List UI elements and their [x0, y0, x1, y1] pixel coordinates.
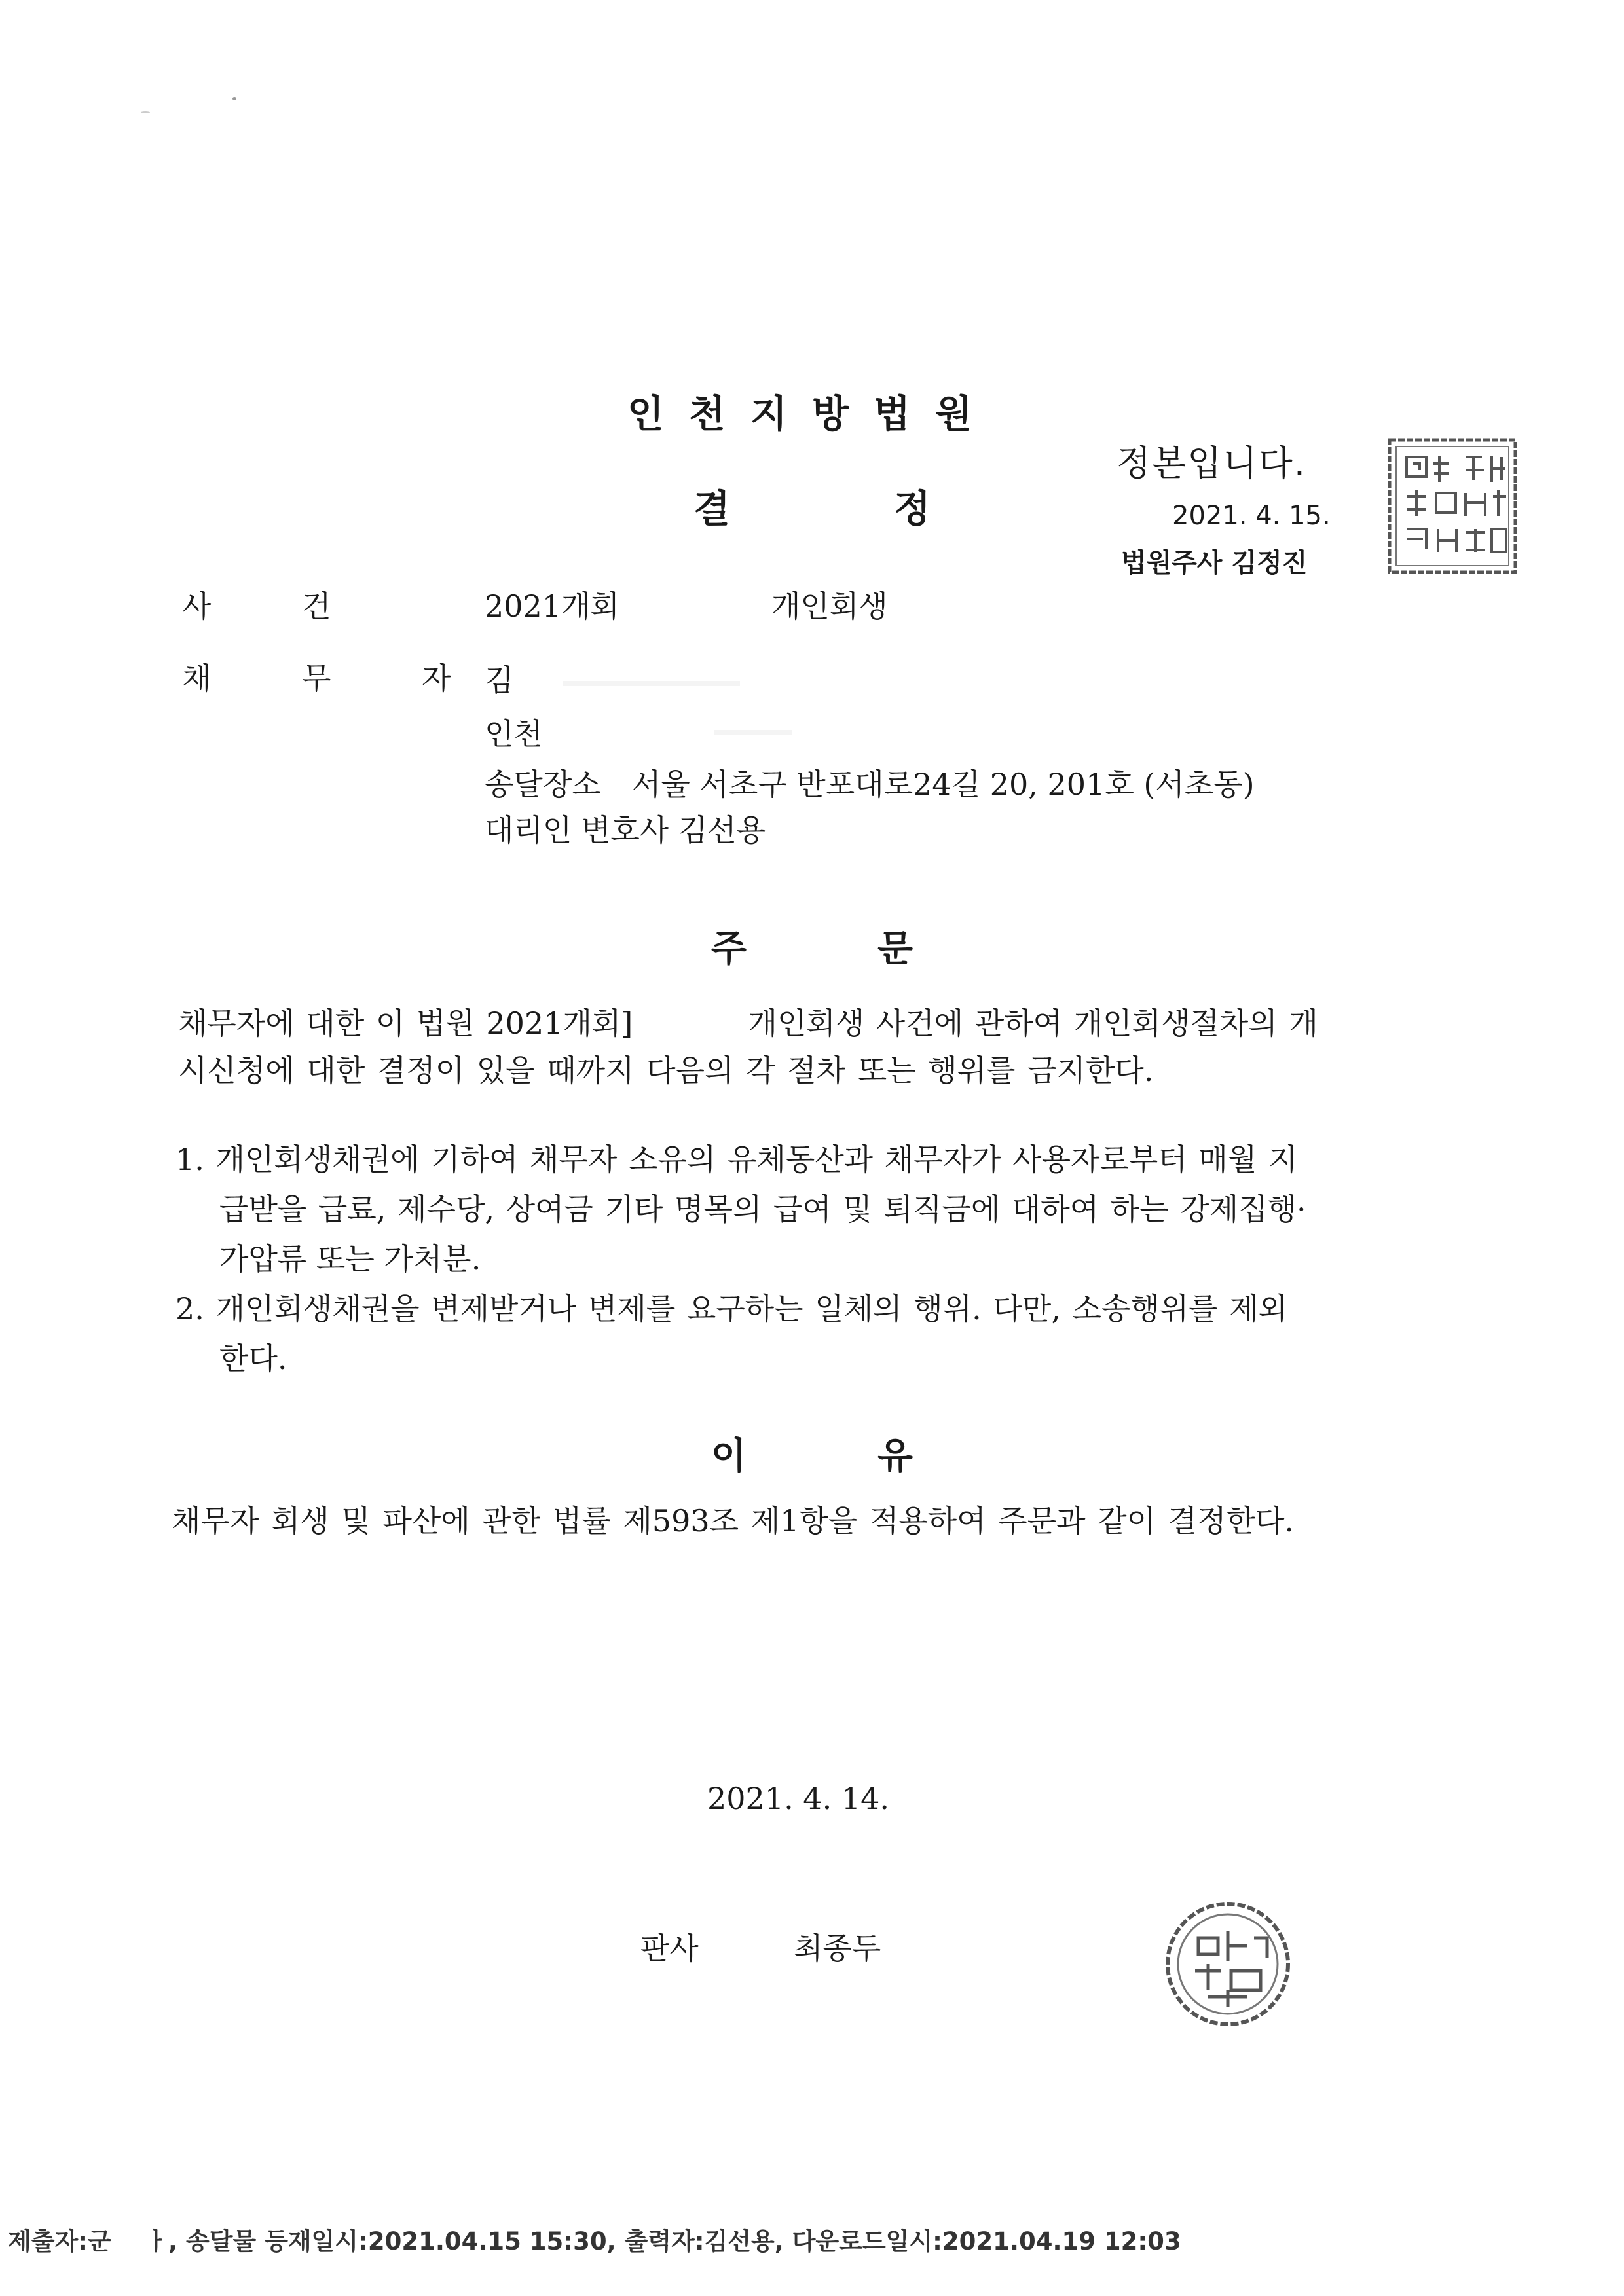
court-seal-square [1387, 437, 1518, 575]
case-type: 개인회생 [771, 589, 888, 624]
order-item-2-line-1: 2. 개인회생채권을 변제받거나 변제를 요구하는 일체의 행위. 다만, 소송행위를 제외 [175, 1291, 1288, 1326]
order-item-1-line-1: 1. 개인회생채권에 기하여 채무자 소유의 유체동산과 채무자가 사용자로부터 매월 지 [175, 1142, 1298, 1177]
scan-speck [141, 111, 150, 113]
judge-seal [1162, 1899, 1293, 2030]
court-name: 인천지방법원 [627, 392, 997, 436]
redacted-debtor-address [714, 730, 792, 735]
order-intro-line-1: 채무자에 대한 이 법원 2021개회] 개인회생 사건에 관하여 개인회생절차의 개 [178, 1006, 1318, 1041]
judge-title: 판사 [640, 1931, 699, 1966]
reason-text: 채무자 회생 및 파산에 관한 법률 제593조 제1항을 적용하여 주문과 같이 결정한다. [172, 1503, 1295, 1539]
service-location-label: 송달장소 [485, 767, 601, 802]
service-location-address: 서울 서초구 반포대로24길 20, 201호 (서초동) [632, 767, 1255, 802]
certifying-clerk: 법원주사 김정진 [1121, 548, 1308, 578]
order-heading-char-1: 주 [710, 928, 747, 970]
certified-copy-stamp: 정본입니다. [1116, 443, 1306, 484]
scan-speck [232, 97, 236, 100]
judge-name: 최종두 [794, 1931, 881, 1966]
document-title [0, 478, 1624, 533]
debtor-label: 채 무 자 [182, 661, 492, 696]
debtor-name: 김 [485, 663, 514, 698]
debtor-address: 인천 [485, 716, 543, 752]
document-title-char-2: 정 [894, 486, 931, 531]
reason-heading-char-2: 유 [877, 1435, 913, 1478]
case-number: 2021개회 [485, 589, 619, 624]
order-intro-line-2: 시신청에 대한 결정이 있을 때까지 다음의 각 절차 또는 행위를 금지한다. [178, 1053, 1154, 1088]
reason-heading [0, 1427, 1624, 1480]
legal-agent: 대리인 변호사 김선용 [485, 812, 766, 848]
submission-footer: 제출자:군 ㅏ, 송달물 등재일시:2021.04.15 15:30, 출력자:김선용, 다운로드일시:2021.04.19 12:03 [8, 2227, 1181, 2255]
document-title-char-1: 결 [693, 486, 730, 531]
decision-date: 2021. 4. 14. [707, 1781, 889, 1816]
certification-date: 2021. 4. 15. [1172, 501, 1331, 531]
redacted-debtor-name [563, 681, 740, 686]
order-item-1-line-2: 급받을 급료, 제수당, 상여금 기타 명목의 급여 및 퇴직금에 대하여 하는 강제집행· [219, 1192, 1306, 1227]
order-item-1-line-3: 가압류 또는 가처분. [219, 1241, 481, 1277]
order-heading-char-2: 문 [877, 928, 913, 970]
order-heading [0, 920, 1624, 972]
reason-heading-char-1: 이 [710, 1435, 747, 1478]
case-label: 사 건 [182, 589, 372, 624]
order-item-2-line-2: 한다. [219, 1341, 287, 1376]
